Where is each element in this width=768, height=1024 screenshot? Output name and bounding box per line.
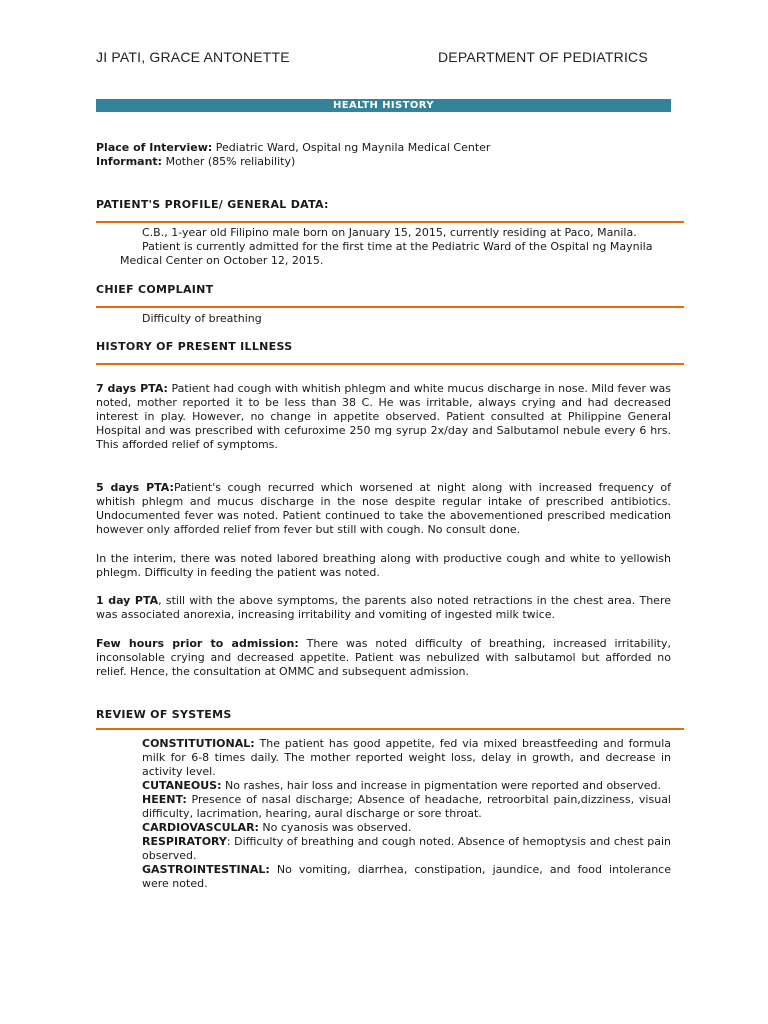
ros-label: CONSTITUTIONAL: (142, 737, 255, 750)
informant (96, 155, 696, 169)
ros-item-cardiovascular (142, 821, 671, 835)
hpi-paragraph-1-day (96, 594, 671, 622)
department-name: DEPARTMENT OF PEDIATRICS (438, 49, 648, 65)
hpi-paragraph-5-days (96, 481, 671, 537)
profile-text (120, 226, 680, 268)
informant-label: Informant: (96, 155, 163, 168)
hpi-label: 1 day PTA (96, 594, 159, 607)
hpi-text: Patient had cough with whitish phlegm and white mucus discharge in nose. Mild fever was noted, mother reported it to be less than 38 C. He was irritable, always crying and had decreased interest in play. However, no change in appetite observed. Patient consulted at Philippine General Hospital and was prescribed with cefuroxime 250 mg syrup 2x/day and Salbutamol nebule every 6 hrs. This afforded relief of symptoms. (96, 382, 671, 451)
ros-item-cutaneous (142, 779, 671, 793)
ros-list (142, 737, 671, 891)
hpi-paragraph-prior-admission (96, 637, 671, 679)
section-divider (96, 306, 684, 308)
hpi-heading: HISTORY OF PRESENT ILLNESS (96, 340, 293, 353)
interview-info (96, 141, 696, 169)
ros-label: CUTANEOUS: (142, 779, 222, 792)
hpi-text: , still with the above symptoms, the parents also noted retractions in the chest area. There was associated anorexia, increasing irritability and vomiting of ingested milk twice. (96, 594, 671, 621)
ros-text: No rashes, hair loss and increase in pigmentation were reported and observed. (221, 779, 661, 792)
ros-item-constitutional (142, 737, 671, 779)
profile-line: Medical Center on October 12, 2015. (120, 254, 324, 267)
ros-text: Presence of nasal discharge; Absence of headache, retroorbital pain,dizziness, visual difficulty, lacrimation, hearing, aural discharge or sore throat. (142, 793, 671, 820)
ros-label: CARDIOVASCULAR: (142, 821, 259, 834)
ros-item-respiratory (142, 835, 671, 863)
place-of-interview (96, 141, 696, 155)
ros-text: The patient has good appetite, fed via mixed breastfeeding and formula milk for 6-8 times daily. The mother reported weight loss, delay in growth, and decrease in activity level. (142, 737, 671, 778)
profile-line: C.B., 1-year old Filipino male born on January 15, 2015, currently residing at Paco, Manila. (142, 226, 637, 239)
ros-heading: REVIEW OF SYSTEMS (96, 708, 232, 721)
profile-heading: PATIENT'S PROFILE/ GENERAL DATA: (96, 198, 329, 211)
hpi-text: Patient's cough recurred which worsened at night along with increased frequency of whitish phlegm and mucus discharge in the nose despite regular intake of prescribed antibiotics. Undocumented fever was noted. Patient continued to take the abovementioned prescribed medication however only afforded relief from fever but still with cough. No consult done. (96, 481, 671, 536)
hpi-label: 5 days PTA: (96, 481, 174, 494)
chief-complaint-heading: CHIEF COMPLAINT (96, 283, 214, 296)
ros-text: : Difficulty of breathing and cough noted. Absence of hemoptysis and chest pain observed. (142, 835, 671, 862)
hpi-paragraph-7-days (96, 382, 671, 452)
section-divider (96, 728, 684, 730)
ros-label: GASTROINTESTINAL: (142, 863, 270, 876)
ros-label: HEENT: (142, 793, 187, 806)
informant-value: Mother (85% reliability) (162, 155, 296, 168)
section-divider (96, 221, 684, 223)
author-name: JI PATI, GRACE ANTONETTE (96, 49, 290, 65)
hpi-text: There was noted difficulty of breathing, increased irritability, inconsolable crying and decreased appetite. Patient was nebulized with salbutamol but afforded no relief. Hence, the consultation at OMMC and subsequent admission. (96, 637, 671, 678)
place-value: Pediatric Ward, Ospital ng Maynila Medical Center (212, 141, 491, 154)
ros-text: No vomiting, diarrhea, constipation, jaundice, and food intolerance were noted. (142, 863, 671, 890)
ros-item-heent (142, 793, 671, 821)
profile-line: Patient is currently admitted for the first time at the Pediatric Ward of the Ospital ng Maynila (142, 240, 653, 253)
chief-complaint-text: Difficulty of breathing (142, 312, 262, 325)
ros-label: RESPIRATORY (142, 835, 227, 848)
section-divider (96, 363, 684, 365)
place-label: Place of Interview: (96, 141, 213, 154)
hpi-label: 7 days PTA: (96, 382, 168, 395)
health-history-banner: HEALTH HISTORY (96, 99, 671, 112)
hpi-label: Few hours prior to admission: (96, 637, 299, 650)
ros-text: No cyanosis was observed. (258, 821, 412, 834)
ros-item-gastrointestinal (142, 863, 671, 891)
hpi-paragraph-interim: In the interim, there was noted labored breathing along with productive cough and white to yellowish phlegm. Difficulty in feeding the patient was noted. (96, 552, 671, 579)
